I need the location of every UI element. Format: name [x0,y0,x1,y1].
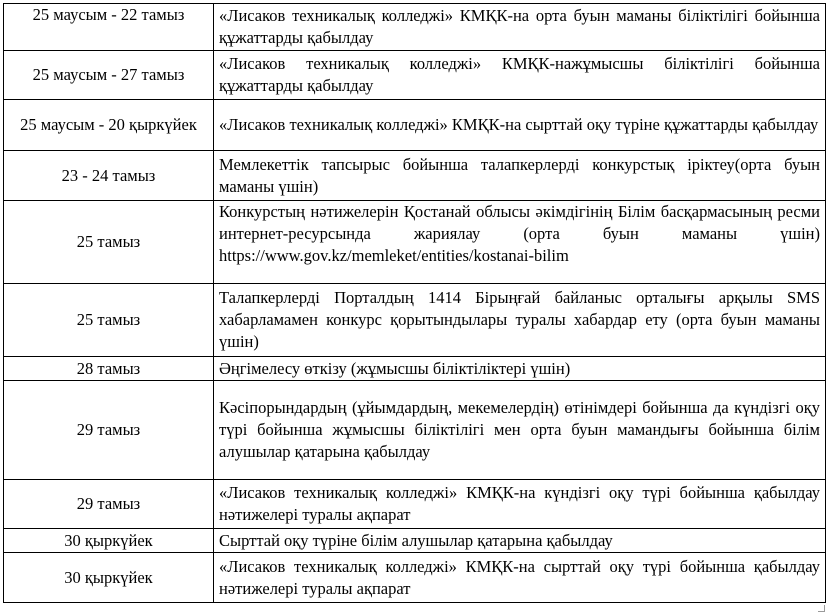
description-cell: «Лисаков техникалық колледжі» КМҚК-на күндізгі оқу түрі бойынша қабылдау нәтижелері туралы ақпарат [214,480,826,529]
table-row [4,51,826,100]
table-row [4,480,826,529]
date-cell: 25 маусым - 22 тамыз [4,4,214,51]
description-cell: «Лисаков техникалық колледжі» КМҚК-нажұмысшы біліктілігі бойынша құжаттарды қабылдау [214,51,826,100]
table-row [4,4,826,51]
date-cell: 25 тамыз [4,201,214,284]
date-cell: 25 тамыз [4,284,214,357]
description-cell: Мемлекеттік тапсырыс бойынша талапкерлерді конкурстық іріктеу(орта буын маманы үшін) [214,151,826,201]
table-row [4,100,826,151]
admission-schedule-table [3,3,826,603]
table-row [4,553,826,603]
description-cell: «Лисаков техникалық колледжі» КМҚК-на сырттай оқу түрі бойынша қабылдау нәтижелері туралы ақпарат [214,553,826,603]
date-cell: 30 қыркүйек [4,553,214,603]
table-row [4,151,826,201]
date-cell: 30 қыркүйек [4,529,214,553]
description-cell: Кәсіпорындардың (ұйымдардың, мекемелердің) өтінімдері бойынша да күндізгі оқу түрі бойынша жұмысшы біліктілігі мен орта буын мамандығы бойынша білім алушылар қатарына қабылдау [214,381,826,480]
date-cell: 25 маусым - 20 қыркүйек [4,100,214,151]
description-cell: Сырттай оқу түріне білім алушылар қатарына қабылдау [214,529,826,553]
description-cell: Әңгімелесу өткізу (жұмысшы біліктіліктері үшін) [214,357,826,381]
description-cell: «Лисаков техникалық колледжі» КМҚК-на сырттай оқу түріне құжаттарды қабылдау [214,100,826,151]
table-row [4,529,826,553]
description-cell: Талапкерлерді Порталдың 1414 Бірыңғай байланыс орталығы арқылы SMS хабарламамен конкурс қорытындылары туралы хабардар ету (орта буын маманы үшін) [214,284,826,357]
description-cell: «Лисаков техникалық колледжі» КМҚК-на орта буын маманы біліктілігі бойынша құжаттарды қабылдау [214,4,826,51]
description-cell: Конкурстың нәтижелерін Қостанай облысы әкімдігінің Білім басқармасының ресми интернет-ресурсында жариялау (орта буын маманы үшін) https://www.gov.kz/memleket/entities/kostanai-bilim [214,201,826,284]
table-row [4,381,826,480]
date-cell: 25 маусым - 27 тамыз [4,51,214,100]
table-resize-handle[interactable] [818,605,825,612]
table-row [4,201,826,284]
date-cell: 29 тамыз [4,381,214,480]
table-row [4,284,826,357]
date-cell: 28 тамыз [4,357,214,381]
date-cell: 29 тамыз [4,480,214,529]
date-cell: 23 - 24 тамыз [4,151,214,201]
table-row [4,357,826,381]
